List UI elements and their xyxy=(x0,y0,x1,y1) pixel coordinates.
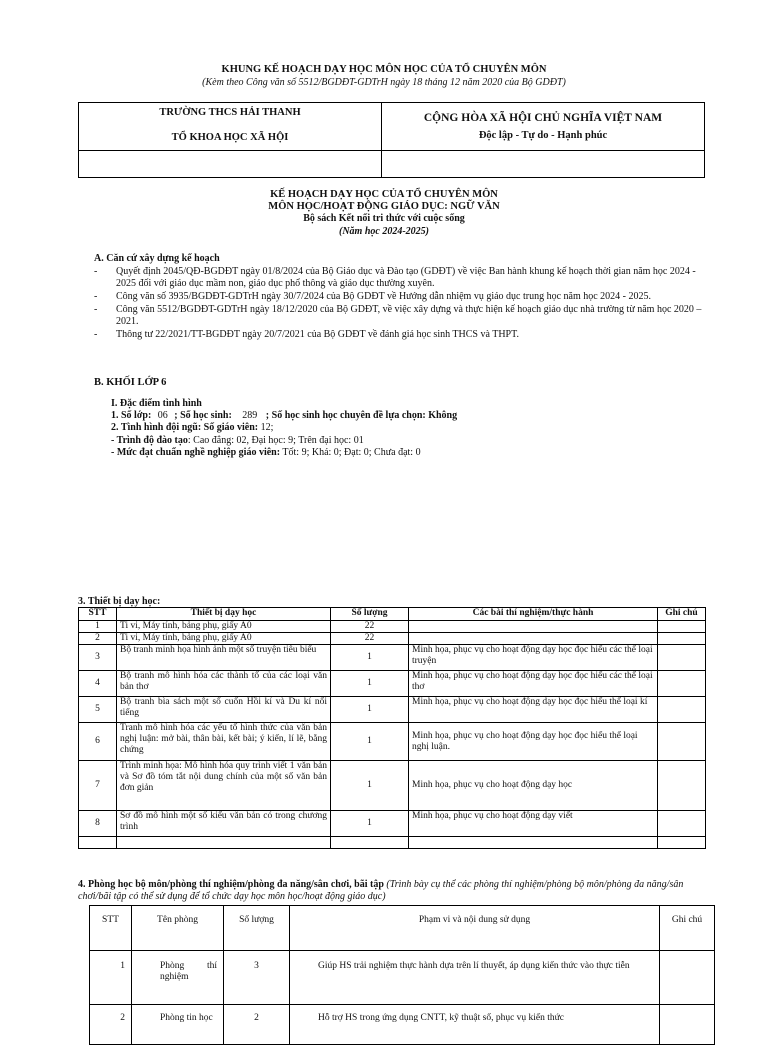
section-a-title: A. Căn cứ xây dựng kế hoạch xyxy=(94,253,220,264)
republic-cell xyxy=(382,103,705,151)
rooms-note: (Trình bày cụ thể các phòng thí nghiệm/phòng bộ môn/phòng đa năng/sân chơi/bãi tập có thể sử dụng để tổ chức dạy học môn học/hoạt động giáo dục) xyxy=(78,879,684,902)
motto: Độc lập - Tự do - Hạnh phúc xyxy=(478,129,608,141)
list-item: - Quyết định 2045/QĐ-BGDĐT ngày 01/8/2024 của Bộ Giáo dục và Đào tạo (GDĐT) về việc Ban hành khung kế hoạch thời gian năm học 2024 - 2025 đối với giáo dục mầm non, giáo dục phổ thông và giáo dục thường xuyên. xyxy=(94,266,696,289)
rooms-table xyxy=(89,905,715,1045)
col-header: Ghi chú xyxy=(660,906,715,951)
col-header: Các bài thí nghiệm/thực hành xyxy=(409,608,658,621)
table-row: 7 Trình minh họa: Mô hình hóa quy trình viết 1 văn bản và Sơ đồ tóm tắt nội dung chính của một số văn bản đơn giản 1 Minh họa, phục vụ cho hoạt động dạy học xyxy=(79,761,706,811)
rooms-title: 4. Phòng học bộ môn/phòng thí nghiệm/phòng đa năng/sân chơi, bãi tập xyxy=(78,879,384,890)
table-header-row xyxy=(90,906,715,951)
school-name: TRƯỜNG THCS HẢI THANH xyxy=(159,106,301,118)
table-row: 4 Bộ tranh mô hình hóa các thành tố của các loại văn bản thơ 1 Minh họa, phục vụ cho hoạt động dạy học đọc hiểu các thể loại thơ xyxy=(79,671,706,697)
equipment-table xyxy=(78,607,706,849)
col-header: STT xyxy=(90,906,132,951)
list-item: - Công văn số 3935/BGDĐT-GDTrH ngày 30/7/2024 của Bộ GDĐT về Hướng dẫn nhiệm vụ giáo dục trung học năm học 2024 - 2025. xyxy=(94,291,652,302)
col-header: Tên phòng xyxy=(132,906,224,951)
table-row: 2 Ti vi, Máy tính, bảng phụ, giấy A0 22 xyxy=(79,633,706,645)
table-row: 6 Tranh mô hình hóa các yếu tố hình thức của văn bản nghị luận: mở bài, thân bài, kết bài; ý kiến, lí lẽ, bằng chứng 1 Minh họa, phục vụ cho hoạt động dạy học đọc hiểu thể loại nghị luận. xyxy=(79,723,706,761)
col-header: Thiết bị dạy học xyxy=(117,608,331,621)
table-row: 1 Phòng thí nghiệm 3 Giúp HS trải nghiệm thực hành dựa trên lí thuyết, áp dụng kiến thức vào thực tiễn xyxy=(90,951,715,1005)
col-header: STT xyxy=(79,608,117,621)
plan-year: (Năm học 2024-2025) xyxy=(339,226,429,237)
empty-cell-left xyxy=(79,151,382,178)
col-header: Số lượng xyxy=(224,906,290,951)
section-a-list xyxy=(94,266,704,342)
class-stats: 1. Số lớp: 06 ; Số học sinh: 289 ; Số học sinh học chuyên đề lựa chọn: Không xyxy=(111,410,458,421)
col-header: Phạm vi và nội dung sử dụng xyxy=(290,906,660,951)
table-row: 8 Sơ đồ mô hình một số kiểu văn bản có trong chương trình 1 Minh họa, phục vụ cho hoạt động dạy viết xyxy=(79,811,706,837)
doc-subtitle: (Kèm theo Công văn số 5512/BGDĐT-GDTrH ngày 18 tháng 12 năm 2020 của Bộ GDĐT) xyxy=(202,77,566,88)
standard-stats: - Mức đạt chuẩn nghề nghiệp giáo viên: Tốt: 9; Khá: 0; Đạt: 0; Chưa đạt: 0 xyxy=(111,447,421,458)
republic-name: CỘNG HÒA XÃ HỘI CHỦ NGHĨA VIỆT NAM xyxy=(423,111,663,124)
group-name: TỔ KHOA HỌC XÃ HỘI xyxy=(171,131,289,143)
training-stats: - Trình độ đào tạo: Cao đẳng: 02, Đại học: 9; Trên đại học: 01 xyxy=(111,435,364,446)
equipment-title: 3. Thiết bị dạy học: xyxy=(78,596,161,607)
header-box xyxy=(78,102,705,178)
staff-stats: 2. Tình hình đội ngũ: Số giáo viên: 12; xyxy=(111,422,274,433)
table-row xyxy=(79,837,706,849)
table-row: 2 Phòng tin học 2 Hỗ trợ HS trong ứng dụng CNTT, kỹ thuật số, phục vụ kiến thức xyxy=(90,1005,715,1045)
empty-cell-right xyxy=(382,151,705,178)
situation-title: I. Đặc điểm tình hình xyxy=(111,398,202,409)
plan-title: KẾ HOẠCH DẠY HỌC CỦA TỔ CHUYÊN MÔN xyxy=(270,189,498,200)
section-b-title: B. KHỐI LỚP 6 xyxy=(94,377,167,388)
doc-title: KHUNG KẾ HOẠCH DẠY HỌC MÔN HỌC CỦA TỔ CHUYÊN MÔN xyxy=(221,64,547,75)
table-header-row xyxy=(79,608,706,621)
table-row: 3 Bộ tranh minh họa hình ảnh một số truyện tiêu biểu 1 Minh họa, phục vụ cho hoạt động dạy học đọc hiểu các thể loại truyện xyxy=(79,645,706,671)
school-cell xyxy=(79,103,382,151)
table-row: 5 Bộ tranh bìa sách một số cuốn Hồi kí và Du kí nổi tiếng 1 Minh họa, phục vụ cho hoạt động dạy học đọc hiểu thể loại kí xyxy=(79,697,706,723)
col-header: Ghi chú xyxy=(658,608,706,621)
plan-subject: MÔN HỌC/HOẠT ĐỘNG GIÁO DỤC: NGỮ VĂN xyxy=(268,201,500,212)
table-row: 1 Ti vi, Máy tính, bảng phụ, giấy A0 22 xyxy=(79,621,706,633)
list-item: - Thông tư 22/2021/TT-BGDĐT ngày 20/7/2021 của Bộ GDĐT về đánh giá học sinh THCS và THPT. xyxy=(94,329,519,340)
list-item: - Công văn 5512/BGDĐT-GDTrH ngày 18/12/2020 của Bộ GDĐT, về việc xây dựng và thực hiện kế hoạch giáo dục nhà trường từ năm học 2020 – 2021. xyxy=(94,304,702,327)
col-header: Số lượng xyxy=(331,608,409,621)
rooms-title-block xyxy=(78,879,718,903)
plan-book: Bộ sách Kết nối tri thức với cuộc sống xyxy=(303,213,465,224)
